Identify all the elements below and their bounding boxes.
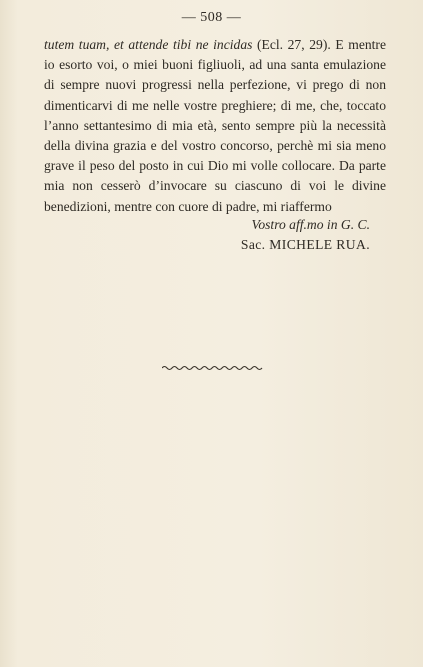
page-number: — 508 — xyxy=(181,10,242,25)
signature-name: Sac. MICHELE RUA. xyxy=(240,237,370,252)
paragraph xyxy=(44,35,386,217)
signature-closing: Vostro aff.mo in G. C. xyxy=(251,217,370,232)
decorative-divider xyxy=(162,364,264,372)
latin-citation: tutem tuam, et attende tibi ne incidas xyxy=(44,37,253,52)
paragraph-text: E mentre io esorto voi, o miei buoni figliuoli, ad una santa emulazione di sempre nuovi progressi nella perfezione, vi prego di non dimenticarvi di me nelle vostre preghiere; di me, che, toccato l’anno settantesimo di mia età, sento sempre più la necessità della divina grazia e del vostro concorso, perchè mi sia meno grave il peso del posto in cui Dio mi volle collocare. Da parte mia non cesserò d’invocare su ciascuno di voi le divine benedizioni, mentre con cuore di padre, mi riaffermo xyxy=(44,37,386,214)
body-text xyxy=(44,35,386,217)
citation-reference: (Ecl. 27, 29). xyxy=(252,37,336,52)
